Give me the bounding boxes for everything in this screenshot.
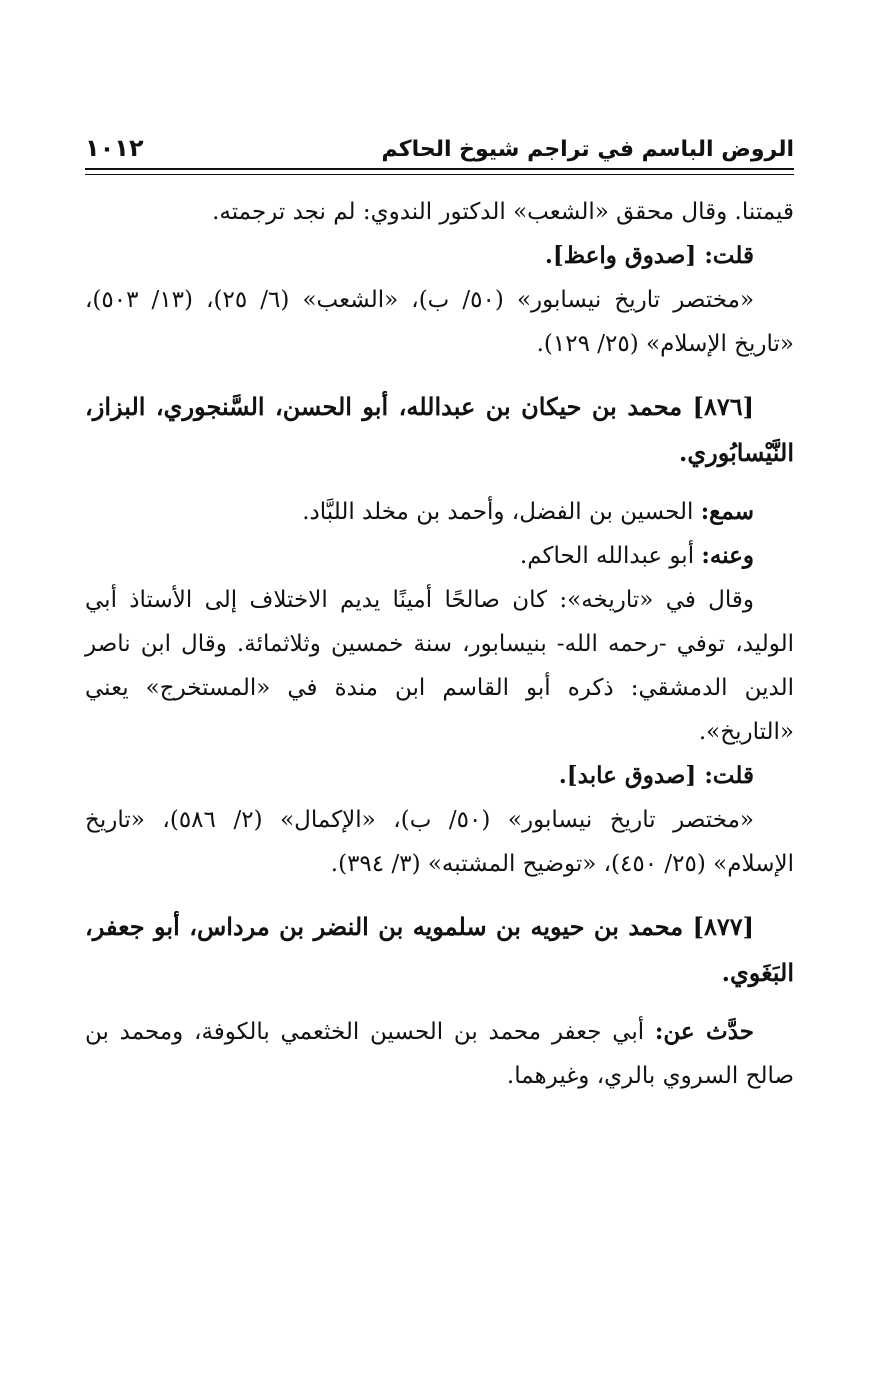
- verdict-text: [صدوق واعظ].: [544, 242, 705, 269]
- narrators-label: وعنه:: [701, 542, 754, 569]
- page-number: ١٠١٢: [85, 134, 144, 162]
- entry-heading-876: [٨٧٦] محمد بن حيكان بن عبدالله، أبو الحسن، السَّنجوري، البزاز، النَّيْسابُوري.: [85, 392, 794, 467]
- verdict-line-2: [85, 754, 794, 798]
- verdict-text-2: [صدوق عابد].: [558, 762, 705, 789]
- sources-line-2: «مختصر تاريخ نيسابور» (٥٠/ ب)، «الإكمال» (٢/ ٥٨٦)، «تاريخ الإسلام» (٢٥/ ٤٥٠)، «توضيح المشتبه» (٣/ ٣٩٤).: [85, 807, 794, 877]
- narrated-from-line: [85, 1010, 794, 1098]
- header-rule-thick: [85, 168, 794, 170]
- running-title: الروض الباسم في تراجم شيوخ الحاكم: [381, 137, 794, 162]
- heard-from-line: [85, 490, 794, 534]
- sources-line: «مختصر تاريخ نيسابور» (٥٠/ ب)، «الشعب» (٦/ ٢٥)، (١٣/ ٥٠٣)، «تاريخ الإسلام» (٢٥/ ١٢٩).: [85, 287, 794, 357]
- verdict-line: [85, 234, 794, 278]
- page-header: [85, 122, 794, 162]
- narrators-text: أبو عبدالله الحاكم.: [519, 543, 702, 569]
- narrated-label: حدَّث عن:: [654, 1018, 754, 1045]
- narrated-text: أبي جعفر محمد بن الحسين الخثعمي بالكوفة، ومحمد بن صالح السروي بالري، وغيرهما.: [85, 1019, 794, 1089]
- entry-heading-877: [٨٧٧] محمد بن حيويه بن سلمويه بن النضر بن مرداس، أبو جعفر، البَغَوي.: [85, 912, 794, 987]
- biography-paragraph: وقال في «تاريخه»: كان صالحًا أمينًا يديم الاختلاف إلى الأستاذ أبي الوليد، توفي -رحمه الله- بنيسابور، سنة خمسين وثلاثمائة. وقال ابن ناصر الدين الدمشقي: ذكره أبو القاسم ابن مندة في «المستخرج» يعني «التاريخ».: [85, 587, 794, 745]
- header-rule-thin: [85, 174, 794, 175]
- verdict-label: قلت:: [704, 242, 754, 269]
- heard-label: سمع:: [700, 498, 754, 525]
- heard-text: الحسين بن الفضل، وأحمد بن مخلد اللبَّاد.: [302, 499, 701, 525]
- narrators-line: [85, 534, 794, 578]
- page-body: [85, 190, 794, 1098]
- paragraph-continuation: قيمتنا. وقال محقق «الشعب» الدكتور الندوي: لم نجد ترجمته.: [212, 199, 794, 225]
- verdict-label-2: قلت:: [704, 762, 754, 789]
